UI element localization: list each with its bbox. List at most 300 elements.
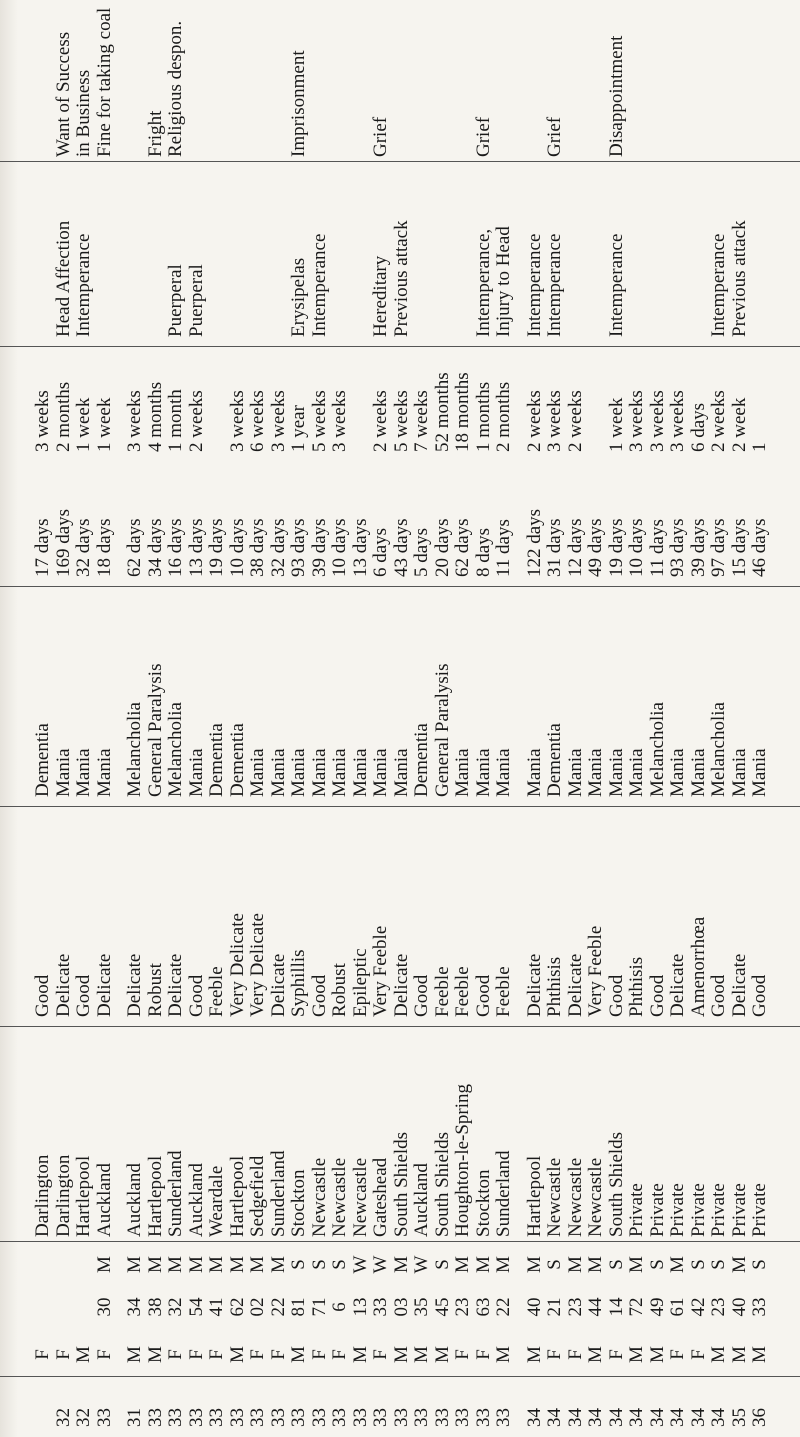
sex-cell: F — [370, 1349, 391, 1360]
entry-number: 33 — [226, 1408, 248, 1427]
residence-cell: Auckland — [93, 1163, 115, 1237]
sex-cell: F — [32, 1349, 53, 1360]
residence-cell: Private — [749, 1183, 770, 1237]
entry-number: 35 — [728, 1408, 750, 1427]
residence-cell: Darlington — [52, 1154, 74, 1237]
duration-cell: 12 days — [564, 518, 586, 577]
bodily-health-cell: Good — [411, 974, 432, 1017]
form-of-disorder-cell: Mania — [605, 748, 627, 797]
duration-cell: 62 days — [124, 518, 145, 577]
entry-number: 33 — [390, 1408, 412, 1427]
bodily-health-cell: Very Feeble — [585, 925, 606, 1017]
form-of-disorder-cell: Dementia — [226, 723, 248, 797]
physical-cause-cell: Previous attack — [390, 220, 412, 337]
civil-state-cell: M — [493, 1256, 514, 1273]
duration-cell: 10 days — [329, 518, 350, 577]
previous-duration-cell: 3 weeks — [329, 390, 350, 452]
entry-number: 33 — [93, 1408, 115, 1427]
sex-cell: M — [708, 1346, 729, 1363]
form-of-disorder-cell: Mania — [493, 748, 514, 797]
sex-cell: F — [93, 1349, 115, 1360]
duration-cell: 11 days — [493, 519, 514, 577]
form-of-disorder-cell: Mania — [749, 748, 770, 797]
residence-cell: Sunderland — [165, 1150, 186, 1237]
form-of-disorder-cell: Mania — [329, 748, 350, 797]
civil-state-cell: M — [226, 1256, 248, 1273]
physical-cause-cell: Intemperance — [308, 233, 330, 337]
physical-cause-cell: Injury to Head — [493, 226, 514, 337]
civil-state-cell: M — [144, 1256, 166, 1273]
form-of-disorder-cell: Mania — [349, 748, 371, 797]
sex-cell: F — [185, 1349, 207, 1360]
residence-cell: Newcastle — [349, 1157, 371, 1237]
bodily-health-cell: Good — [708, 974, 729, 1017]
sex-cell: F — [206, 1349, 227, 1360]
physical-cause-cell: Intemperance — [73, 233, 94, 337]
duration-cell: 17 days — [32, 518, 53, 577]
bodily-health-cell: Very Delicate — [226, 913, 248, 1017]
bodily-health-cell: Good — [646, 974, 668, 1017]
form-of-disorder-cell: Mania — [308, 748, 330, 797]
residence-cell: Newcastle — [564, 1157, 586, 1237]
bodily-health-cell: Phthisis — [544, 956, 565, 1017]
form-of-disorder-cell: Mania — [370, 748, 391, 797]
previous-duration-cell: 3 weeks — [32, 390, 53, 452]
bodily-health-cell: Epileptic — [349, 948, 371, 1017]
entry-number: 33 — [308, 1408, 330, 1427]
moral-cause-cell: Grief — [472, 116, 494, 157]
sex-cell: M — [124, 1346, 145, 1363]
bodily-health-cell: Delicate — [124, 953, 145, 1017]
age-cell: 02 — [247, 1297, 268, 1317]
entry-number: 33 — [349, 1408, 371, 1427]
age-cell: 03 — [390, 1297, 412, 1317]
duration-cell: 10 days — [626, 518, 647, 577]
civil-state-cell: M — [452, 1256, 473, 1273]
form-of-disorder-cell: Mania — [267, 748, 289, 797]
age-cell: 81 — [288, 1297, 309, 1317]
form-of-disorder-cell: Melancholia — [708, 702, 729, 797]
entry-number: 33 — [206, 1408, 227, 1427]
sex-cell: M — [523, 1346, 545, 1363]
entry-number: 33 — [288, 1408, 309, 1427]
age-cell: 33 — [749, 1297, 770, 1317]
form-of-disorder-cell: Mania — [73, 748, 94, 797]
entry-number: 33 — [247, 1408, 268, 1427]
form-of-disorder-cell: Mania — [288, 748, 309, 797]
sex-cell: M — [288, 1346, 309, 1363]
civil-state-cell: M — [728, 1256, 750, 1273]
sex-cell: F — [605, 1349, 627, 1360]
civil-state-cell: M — [390, 1256, 412, 1273]
duration-cell: 169 days — [52, 508, 74, 577]
physical-cause-cell: Puerperal — [165, 264, 186, 337]
residence-cell: Gateshead — [370, 1157, 391, 1237]
civil-state-cell: S — [308, 1259, 330, 1270]
form-of-disorder-cell: Mania — [390, 748, 412, 797]
previous-duration-cell: 1 month — [165, 389, 186, 452]
sex-cell: M — [144, 1346, 166, 1363]
duration-cell: 19 days — [605, 518, 627, 577]
form-of-disorder-cell: Dementia — [32, 723, 53, 797]
previous-duration-cell: 7 weeks — [411, 390, 432, 452]
form-of-disorder-cell: Mania — [667, 748, 688, 797]
form-of-disorder-cell: General Paralysis — [144, 663, 166, 797]
sex-cell: F — [308, 1349, 330, 1360]
sex-cell: M — [646, 1346, 668, 1363]
age-cell: 30 — [93, 1297, 115, 1317]
age-cell: 35 — [411, 1297, 432, 1317]
form-of-disorder-cell: Mania — [728, 748, 750, 797]
entry-number: 33 — [493, 1408, 514, 1427]
sex-cell: M — [431, 1346, 453, 1363]
age-cell: 49 — [646, 1297, 668, 1317]
physical-cause-cell: Previous attack — [728, 220, 750, 337]
entry-number: 34 — [523, 1408, 545, 1427]
entry-number: 33 — [165, 1408, 186, 1427]
bodily-health-cell: Feeble — [206, 966, 227, 1017]
moral-cause-cell: Imprisonment — [288, 50, 309, 157]
residence-cell: South Shields — [605, 1131, 627, 1237]
duration-cell: 31 days — [544, 518, 565, 577]
admissions-table — [30, 0, 790, 1437]
entry-number: 33 — [370, 1408, 391, 1427]
civil-state-cell: W — [370, 1255, 391, 1274]
previous-duration-cell: 1 week — [73, 397, 94, 452]
duration-cell: 15 days — [728, 518, 750, 577]
civil-state-cell: S — [288, 1259, 309, 1270]
sex-cell: F — [544, 1349, 565, 1360]
civil-state-cell: W — [411, 1255, 432, 1274]
age-cell: 41 — [206, 1297, 227, 1317]
residence-cell: Auckland — [411, 1163, 432, 1237]
residence-cell: Private — [646, 1183, 668, 1237]
age-cell: 54 — [185, 1297, 207, 1317]
entry-number: 36 — [749, 1408, 770, 1427]
civil-state-cell: M — [247, 1256, 268, 1273]
sex-cell: M — [493, 1346, 514, 1363]
duration-cell: 93 days — [667, 518, 688, 577]
residence-cell: Hartlepool — [73, 1155, 94, 1237]
civil-state-cell: S — [646, 1259, 668, 1270]
previous-duration-cell: 3 weeks — [267, 390, 289, 452]
bodily-health-cell: Good — [472, 974, 494, 1017]
physical-cause-cell: Head Affection — [52, 220, 74, 337]
moral-cause-cell: in Business — [73, 69, 94, 157]
civil-state-cell: M — [206, 1256, 227, 1273]
entry-number: 33 — [411, 1408, 432, 1427]
residence-cell: Private — [708, 1183, 729, 1237]
civil-state-cell: W — [349, 1255, 371, 1274]
sex-cell: M — [226, 1346, 248, 1363]
residence-cell: Auckland — [124, 1163, 145, 1237]
previous-duration-cell: 2 weeks — [185, 390, 207, 452]
previous-duration-cell: 3 weeks — [667, 390, 688, 452]
previous-duration-cell: 1 week — [93, 397, 115, 452]
entry-number: 34 — [585, 1408, 606, 1427]
form-of-disorder-cell: Mania — [626, 748, 647, 797]
civil-state-cell: M — [472, 1256, 494, 1273]
duration-cell: 39 days — [687, 518, 709, 577]
previous-duration-cell: 3 weeks — [124, 390, 145, 452]
physical-cause-cell: Intemperance — [523, 233, 545, 337]
physical-cause-cell: Puerperal — [185, 264, 207, 337]
civil-state-cell: S — [687, 1259, 709, 1270]
civil-state-cell: M — [523, 1256, 545, 1273]
residence-cell: Sunderland — [493, 1150, 514, 1237]
duration-cell: 18 days — [93, 518, 115, 577]
bodily-health-cell: Good — [73, 974, 94, 1017]
form-of-disorder-cell: Melancholia — [646, 702, 668, 797]
previous-duration-cell: 2 week — [728, 397, 750, 452]
bodily-health-cell: Delicate — [667, 953, 688, 1017]
previous-duration-cell: 1 week — [605, 397, 627, 452]
table-row — [747, 0, 772, 1437]
previous-duration-cell: 2 weeks — [370, 390, 391, 452]
residence-cell: Auckland — [185, 1163, 207, 1237]
physical-cause-cell: Intemperance — [544, 233, 565, 337]
bodily-health-cell: Good — [185, 974, 207, 1017]
age-cell: 22 — [493, 1297, 514, 1317]
residence-cell: Newcastle — [329, 1157, 350, 1237]
entry-number: 32 — [52, 1408, 74, 1427]
bodily-health-cell: Delicate — [165, 953, 186, 1017]
residence-cell: Stockton — [472, 1169, 494, 1237]
age-cell: 62 — [226, 1297, 248, 1317]
age-cell: 34 — [124, 1297, 145, 1317]
form-of-disorder-cell: Mania — [585, 748, 606, 797]
civil-state-cell: S — [431, 1259, 453, 1270]
residence-cell: Hartlepool — [226, 1155, 248, 1237]
duration-cell: 6 days — [370, 527, 391, 577]
bodily-health-cell: Amenorrhœa — [687, 916, 709, 1017]
sex-cell: F — [329, 1349, 350, 1360]
previous-duration-cell: 2 months — [52, 381, 74, 452]
residence-cell: Houghton-le-Spring — [452, 1083, 473, 1237]
age-cell: 72 — [626, 1297, 647, 1317]
sex-cell: F — [564, 1349, 586, 1360]
sex-cell: M — [749, 1346, 770, 1363]
entry-number: 34 — [626, 1408, 647, 1427]
duration-cell: 122 days — [523, 508, 545, 577]
physical-cause-cell: Hereditary — [370, 255, 391, 337]
civil-state-cell: M — [667, 1256, 688, 1273]
entry-number: 33 — [329, 1408, 350, 1427]
civil-state-cell: M — [626, 1256, 647, 1273]
previous-duration-cell: 1 year — [288, 405, 309, 452]
bodily-health-cell: Delicate — [523, 953, 545, 1017]
previous-duration-cell: 2 weeks — [564, 390, 586, 452]
form-of-disorder-cell: General Paralysis — [431, 663, 453, 797]
age-cell: 14 — [605, 1297, 627, 1317]
entry-number: 33 — [431, 1408, 453, 1427]
moral-cause-cell: Fright — [144, 110, 166, 157]
residence-cell: Private — [728, 1183, 750, 1237]
entry-number: 34 — [708, 1408, 729, 1427]
form-of-disorder-cell: Mania — [52, 748, 74, 797]
bodily-health-cell: Delicate — [564, 953, 586, 1017]
duration-cell: 8 days — [472, 527, 494, 577]
age-cell: 44 — [585, 1297, 606, 1317]
residence-cell: South Shields — [431, 1131, 453, 1237]
bodily-health-cell: Phthisis — [626, 956, 647, 1017]
civil-state-cell: S — [708, 1259, 729, 1270]
duration-cell: 19 days — [206, 518, 227, 577]
age-cell: 13 — [349, 1297, 371, 1317]
sex-cell: F — [165, 1349, 186, 1360]
form-of-disorder-cell: Mania — [687, 748, 709, 797]
duration-cell: 43 days — [390, 518, 412, 577]
duration-cell: 11 days — [646, 519, 668, 577]
sex-cell: F — [667, 1349, 688, 1360]
duration-cell: 16 days — [165, 518, 186, 577]
previous-duration-cell: 6 days — [687, 402, 709, 452]
civil-state-cell: M — [165, 1256, 186, 1273]
entry-number: 33 — [267, 1408, 289, 1427]
age-cell: 23 — [564, 1297, 586, 1317]
bodily-health-cell: Very Delicate — [247, 913, 268, 1017]
bodily-health-cell: Syphillis — [288, 949, 309, 1017]
sex-cell: M — [349, 1346, 371, 1363]
entry-number: 34 — [605, 1408, 627, 1427]
sex-cell: F — [472, 1349, 494, 1360]
duration-cell: 20 days — [431, 518, 453, 577]
previous-duration-cell: 4 months — [144, 381, 166, 452]
entry-number: 33 — [185, 1408, 207, 1427]
moral-cause-cell: Grief — [370, 116, 391, 157]
age-cell: 6 — [329, 1302, 350, 1312]
age-cell: 33 — [370, 1297, 391, 1317]
age-cell: 23 — [708, 1297, 729, 1317]
table-row — [491, 0, 516, 1437]
previous-duration-cell: 18 months — [452, 372, 473, 452]
residence-cell: Newcastle — [544, 1157, 565, 1237]
bodily-health-cell: Feeble — [493, 966, 514, 1017]
physical-cause-cell: Intemperance — [708, 233, 729, 337]
age-cell: 71 — [308, 1297, 330, 1317]
residence-cell: Weardale — [206, 1165, 227, 1237]
duration-cell: 13 days — [349, 518, 371, 577]
moral-cause-cell: Fine for taking coal — [93, 7, 115, 157]
entry-number: 33 — [472, 1408, 494, 1427]
bodily-health-cell: Delicate — [390, 953, 412, 1017]
duration-cell: 5 days — [411, 527, 432, 577]
physical-cause-cell: Intemperance — [605, 233, 627, 337]
bodily-health-cell: Good — [308, 974, 330, 1017]
previous-duration-cell: 1 months — [472, 381, 494, 452]
age-cell: 42 — [687, 1297, 709, 1317]
age-cell: 23 — [452, 1297, 473, 1317]
civil-state-cell: S — [605, 1259, 627, 1270]
residence-cell: Sunderland — [267, 1150, 289, 1237]
age-cell: 45 — [431, 1297, 453, 1317]
form-of-disorder-cell: Mania — [564, 748, 586, 797]
form-of-disorder-cell: Dementia — [206, 723, 227, 797]
age-cell: 61 — [667, 1297, 688, 1317]
age-cell: 40 — [728, 1297, 750, 1317]
duration-cell: 38 days — [247, 518, 268, 577]
civil-state-cell: M — [564, 1256, 586, 1273]
entry-number: 32 — [73, 1408, 94, 1427]
form-of-disorder-cell: Melancholia — [165, 702, 186, 797]
entry-number: 34 — [667, 1408, 688, 1427]
residence-cell: Newcastle — [585, 1157, 606, 1237]
residence-cell: Hartlepool — [144, 1155, 166, 1237]
duration-cell: 34 days — [144, 518, 166, 577]
bodily-health-cell: Robust — [329, 963, 350, 1017]
entry-number: 34 — [544, 1408, 565, 1427]
bodily-health-cell: Very Feeble — [370, 925, 391, 1017]
residence-cell: Sedgefield — [247, 1155, 268, 1237]
bodily-health-cell: Good — [605, 974, 627, 1017]
residence-cell: Hartlepool — [523, 1155, 545, 1237]
page-edge — [0, 0, 18, 1437]
duration-cell: 93 days — [288, 518, 309, 577]
sex-cell: F — [247, 1349, 268, 1360]
previous-duration-cell: 6 weeks — [247, 390, 268, 452]
form-of-disorder-cell: Mania — [247, 748, 268, 797]
form-of-disorder-cell: Mania — [93, 748, 115, 797]
sex-cell: M — [585, 1346, 606, 1363]
moral-cause-cell: Want of Success — [52, 31, 74, 157]
duration-cell: 13 days — [185, 518, 207, 577]
entry-number: 34 — [564, 1408, 586, 1427]
civil-state-cell: M — [585, 1256, 606, 1273]
entry-number: 33 — [452, 1408, 473, 1427]
entry-number: 34 — [687, 1408, 709, 1427]
civil-state-cell: M — [93, 1256, 115, 1273]
entry-number: 33 — [144, 1408, 166, 1427]
duration-cell: 46 days — [749, 518, 770, 577]
form-of-disorder-cell: Melancholia — [124, 702, 145, 797]
sex-cell: F — [52, 1349, 74, 1360]
duration-cell: 97 days — [708, 518, 729, 577]
residence-cell: Private — [687, 1183, 709, 1237]
duration-cell: 32 days — [73, 518, 94, 577]
form-of-disorder-cell: Dementia — [411, 723, 432, 797]
civil-state-cell: M — [267, 1256, 289, 1273]
bodily-health-cell: Delicate — [93, 953, 115, 1017]
sex-cell: F — [452, 1349, 473, 1360]
age-cell: 21 — [544, 1297, 565, 1317]
bodily-health-cell: Delicate — [267, 953, 289, 1017]
civil-state-cell: M — [124, 1256, 145, 1273]
previous-duration-cell: 5 weeks — [308, 390, 330, 452]
bodily-health-cell: Delicate — [728, 953, 750, 1017]
duration-cell: 32 days — [267, 518, 289, 577]
sex-cell: M — [73, 1346, 94, 1363]
physical-cause-cell: Intemperance, — [472, 228, 494, 337]
residence-cell: South Shields — [390, 1131, 412, 1237]
duration-cell: 62 days — [452, 518, 473, 577]
sex-cell: M — [411, 1346, 432, 1363]
entry-number: 34 — [646, 1408, 668, 1427]
civil-state-cell: S — [749, 1259, 770, 1270]
previous-duration-cell: 2 months — [493, 381, 514, 452]
physical-cause-cell: Erysipelas — [288, 257, 309, 337]
previous-duration-cell: 2 weeks — [523, 390, 545, 452]
residence-cell: Newcastle — [308, 1157, 330, 1237]
previous-duration-cell: 5 weeks — [390, 390, 412, 452]
bodily-health-cell: Good — [32, 974, 53, 1017]
age-cell: 63 — [472, 1297, 494, 1317]
bodily-health-cell: Feeble — [431, 966, 453, 1017]
form-of-disorder-cell: Mania — [523, 748, 545, 797]
duration-cell: 39 days — [308, 518, 330, 577]
residence-cell: Darlington — [32, 1154, 53, 1237]
form-of-disorder-cell: Mania — [185, 748, 207, 797]
previous-duration-cell: 2 weeks — [708, 390, 729, 452]
